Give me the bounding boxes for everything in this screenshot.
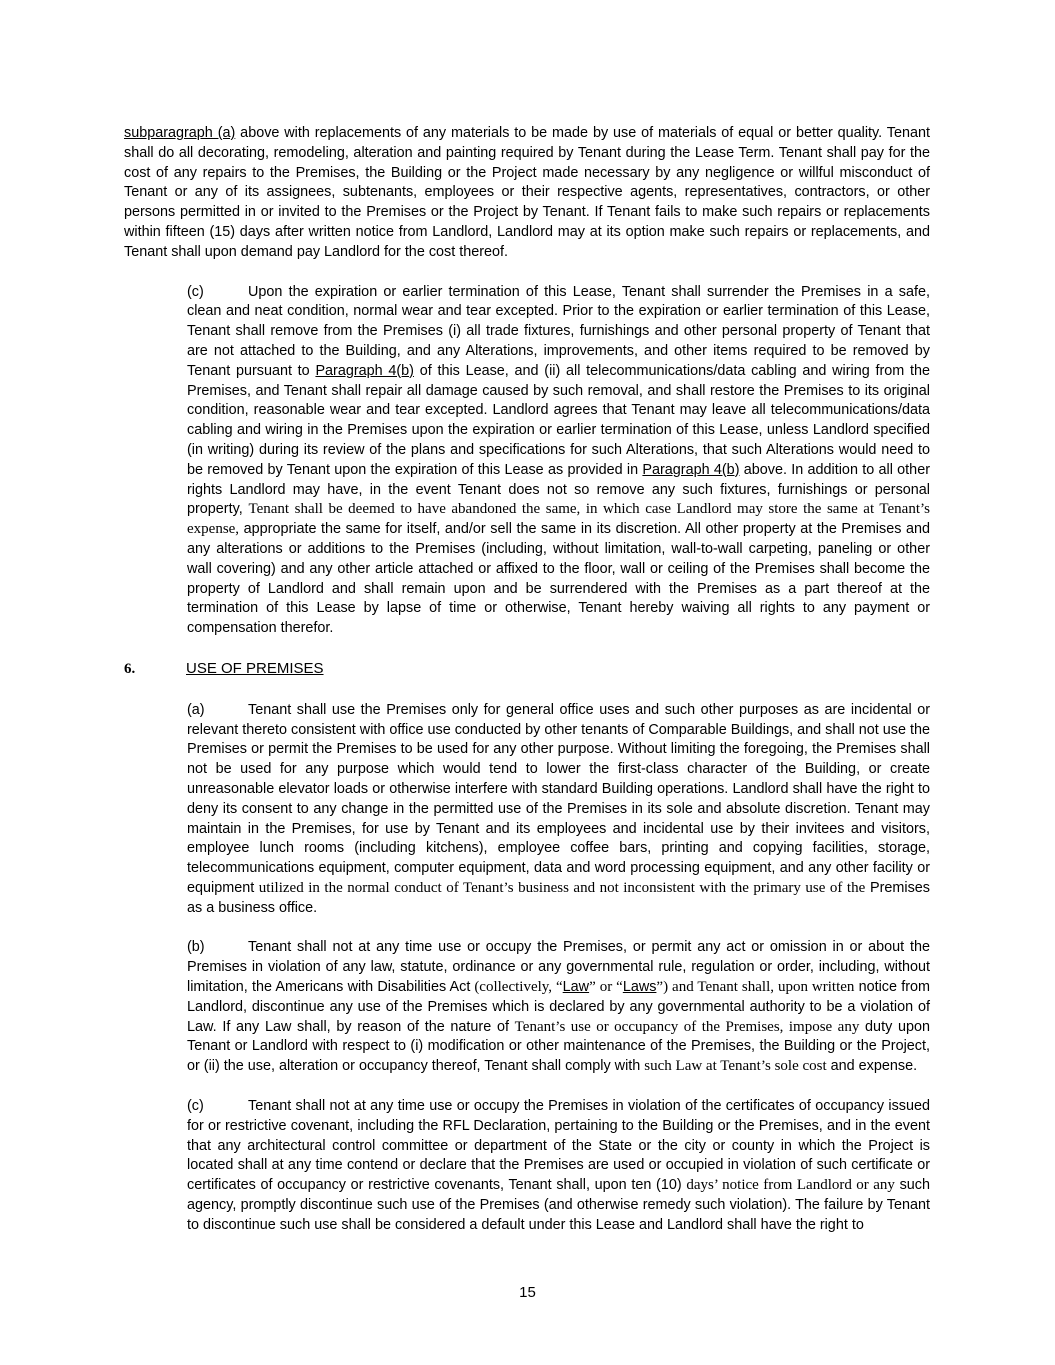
law-definition: Law [562, 979, 590, 996]
section-number: 6. [124, 660, 136, 677]
paragraph-label: (b) [187, 939, 205, 956]
paragraph-label: (c) [187, 1098, 204, 1115]
laws-definition: Laws [622, 979, 657, 996]
paragraph-4b-reference: Paragraph 4(b) [642, 461, 740, 478]
paragraph-5c: (c) Upon the expiration or earlier termination of this Lease, Tenant shall surrender the Premises in a safe, clean and neat condition, normal wear and tear excepted. Prior to the expiration or earlier termination of this Lease, Tenant shall remove from the Premises (i) all trade fixtures, furnishings and other personal property of Tenant that are not attached to the Building, and any Alterations, improvements, and other items required to be removed by Tenant pursuant to Paragraph 4(b) of this Lease, and (ii) all telecommunications/data cabling and wiring from the Premises, and Tenant shall repair all damage caused by such removal, and shall restore the Premises to its original condition, reasonable wear and tear excepted. Landlord agrees that Tenant may leave all telecommunications/data cabling and wiring in the Premises upon the expiration or earlier termination of this Lease, unless Landlord specified (in writing) during its review of the plans and specifications for such Alterations, that such Alterations would need to be removed by Tenant upon the expiration of this Lease as provided in Paragraph 4(b) above. In addition to all other rights Landlord may have, in the event Tenant does not so remove any such fixtures, furnishings or personal property, Tenant shall be deemed to have abandoned the same, in which case Landlord may store the same at Tenant’s expense, appropriate the same for itself, and/or sell the same in its discretion. All other property at the Premises and any alterations or additions to the Premises (including, without limitation, wall-to-wall carpeting, paneling or other wall covering) and any other article attached or affixed to the floor, wall or ceiling of the Premises shall become the property of Landlord and shall remain upon and be surrendered with the Premises as a part thereof at the termination of this Lease by lapse of time or otherwise, Tenant hereby waiving all rights to any payment or compensation therefor. [187, 283, 931, 637]
paragraph-6c: (c) Tenant shall not at any time use or occupy the Premises in violation of the certificates of occupancy issued for or restrictive covenant, including the RFL Declaration, pertaining to the Building or the Premises, and in the event that any architectural control committee or department of the State or the city or county in which the Project is located shall at any time contend or declare that the Premises are used or occupied in violation of such certificate or certificates of occupancy or restrictive covenants, Tenant shall, upon ten (10) days’ notice from Landlord or any such agency, promptly discontinue such use of the Premises (and otherwise remedy such violation). The failure by Tenant to discontinue such use shall be considered a default under this Lease and Landlord shall have the right to [187, 1098, 930, 1233]
paragraph-5b-continued: subparagraph (a) above with replacements of any materials to be made by use of materials of equal or better quality. Tenant shall do all decorating, remodeling, alteration and painting required by Tenant during the Lease Term. Tenant shall pay for the cost of any repairs to the Premises, the Building or the Project made necessary by any negligence or willful misconduct of Tenant or any of its assignees, subtenants, employees or their respective agents, representatives, contractors, or other persons permitted in or invited to the Premises or the Project by Tenant. If Tenant fails to make such repairs or replacements within fifteen (15) days after written notice from Landlord, Landlord may at its option make such repairs or replacements, and Tenant shall upon demand pay Landlord for the cost thereof. [124, 125, 930, 260]
paragraph-6a: (a) Tenant shall use the Premises only for general office uses and such other purposes as are incidental or relevant thereto consistent with office use conducted by other tenants of Comparable Buildings, and shall not use the Premises or permit the Premises to be used for any other purpose. Without limiting the foregoing, the Premises shall not be used for any purpose which would tend to lower the first-class character of the Building, or create unreasonable elevator loads or otherwise interfere with standard Building operations. Landlord shall have the right to deny its consent to any change in the permitted use of the Premises in its sole and absolute discretion. Tenant may maintain in the Premises, for use by Tenant and its employees and incidental use by their invitees and visitors, employee lunch rooms (including kitchens), employee coffee bars, printing and copying facilities, storage, telecommunications equipment, computer equipment, data and word processing equipment, and any other facility or equipment utilized in the normal conduct of Tenant’s business and not inconsistent with the primary use of the Premises as a business office. [187, 701, 930, 916]
paragraph-label: (a) [187, 701, 205, 718]
section-title: USE OF PREMISES [186, 659, 324, 677]
paragraph-4b-reference: Paragraph 4(b) [315, 362, 414, 379]
section-6-heading [124, 659, 930, 680]
document-body [124, 124, 930, 1256]
paragraph-6b: (b) Tenant shall not at any time use or occupy the Premises, or permit any act or omission in or about the Premises in violation of any law, statute, ordinance or any governmental rule, regulation or order, including, without limitation, the Americans with Disabilities Act (collectively, “Law” or “Laws”) and Tenant shall, upon written notice from Landlord, discontinue any use of the Premises which is declared by any governmental authority to be a violation of Law. If any Law shall, by reason of the nature of Tenant’s use or occupancy of the Premises, impose any duty upon Tenant or Landlord with respect to (i) modification or other maintenance of the Premises, the Building or the Project, or (ii) the use, alteration or occupancy thereof, Tenant shall comply with such Law at Tenant’s sole cost and expense. [187, 939, 930, 1075]
paragraph-label: (c) [187, 283, 204, 300]
page-number: 15 [519, 1284, 536, 1301]
subparagraph-a-reference: subparagraph (a) [124, 125, 236, 141]
